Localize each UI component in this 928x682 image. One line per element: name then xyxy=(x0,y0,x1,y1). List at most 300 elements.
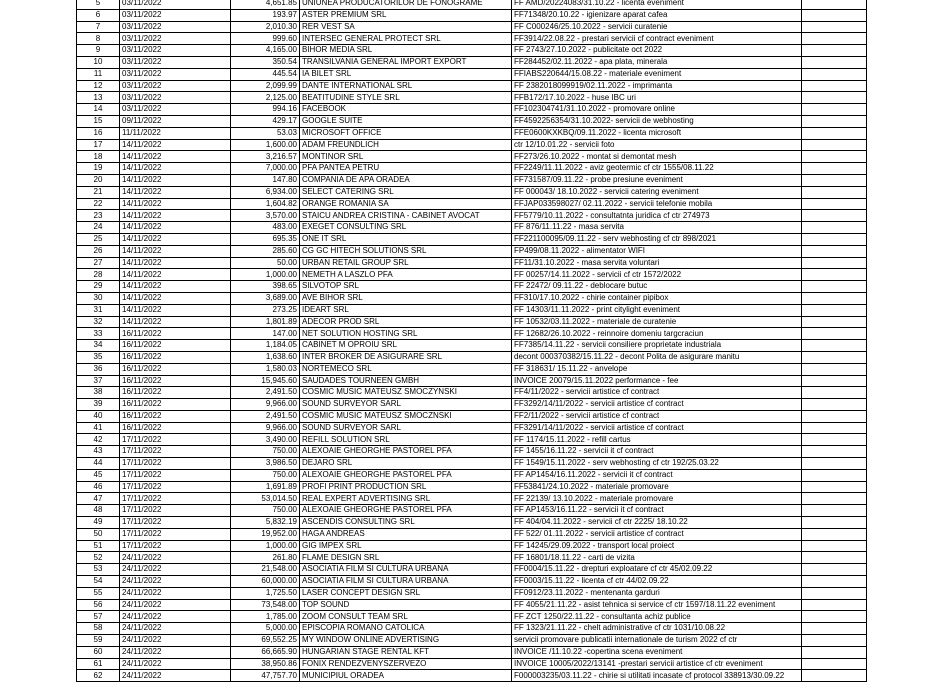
row-number-cell: 56 xyxy=(77,599,120,611)
amount-cell: 695.35 xyxy=(231,233,300,245)
table-row xyxy=(77,316,867,328)
document-description-cell: FFJAP033598027/ 02.11.2022 - servicii telefonie mobila xyxy=(512,198,802,210)
supplier-cell: BIHOR MEDIA SRL xyxy=(300,45,512,57)
empty-cell xyxy=(802,517,867,529)
amount-cell: 398.65 xyxy=(231,281,300,293)
table-row xyxy=(77,127,867,139)
amount-cell: 3,216.57 xyxy=(231,151,300,163)
date-cell: 14/11/2022 xyxy=(120,281,231,293)
amount-cell: 1,600.00 xyxy=(231,139,300,151)
row-number-cell: 59 xyxy=(77,635,120,647)
document-description-cell: FF 522/ 01.11.2022 - servicii artistice cf contract xyxy=(512,528,802,540)
date-cell: 03/11/2022 xyxy=(120,80,231,92)
row-number-cell: 50 xyxy=(77,528,120,540)
table-row xyxy=(77,623,867,635)
table-row xyxy=(77,9,867,21)
empty-cell xyxy=(802,9,867,21)
table-row xyxy=(77,446,867,458)
supplier-cell: ASOCIATIA FILM SI CULTURA URBANA xyxy=(300,564,512,576)
row-number-cell: 62 xyxy=(77,670,120,682)
supplier-cell: SILVOTOP SRL xyxy=(300,281,512,293)
empty-cell xyxy=(802,646,867,658)
empty-cell xyxy=(802,635,867,647)
amount-cell: 4,165.00 xyxy=(231,45,300,57)
table-row xyxy=(77,304,867,316)
date-cell: 16/11/2022 xyxy=(120,340,231,352)
row-number-cell: 12 xyxy=(77,80,120,92)
table-row xyxy=(77,552,867,564)
table-row xyxy=(77,163,867,175)
empty-cell xyxy=(802,469,867,481)
supplier-cell: MONTINOR SRL xyxy=(300,151,512,163)
table-row xyxy=(77,0,867,9)
row-number-cell: 35 xyxy=(77,351,120,363)
empty-cell xyxy=(802,68,867,80)
supplier-cell: GOOGLE SUITE xyxy=(300,115,512,127)
date-cell: 17/11/2022 xyxy=(120,434,231,446)
document-description-cell: FF2/11/2022 - servicii artistice cf contract xyxy=(512,410,802,422)
empty-cell xyxy=(802,304,867,316)
row-number-cell: 33 xyxy=(77,328,120,340)
amount-cell: 1,000.00 xyxy=(231,269,300,281)
date-cell: 24/11/2022 xyxy=(120,670,231,682)
amount-cell: 147.00 xyxy=(231,328,300,340)
row-number-cell: 10 xyxy=(77,56,120,68)
table-row xyxy=(77,151,867,163)
supplier-cell: INTERSEC GENERAL PROTECT SRL xyxy=(300,33,512,45)
supplier-cell: PFA PANTEA PETRU xyxy=(300,163,512,175)
row-number-cell: 44 xyxy=(77,458,120,470)
document-description-cell: ctr 12/10.01.22 - servicii foto xyxy=(512,139,802,151)
amount-cell: 750.00 xyxy=(231,505,300,517)
supplier-cell: REFILL SOLUTION SRL xyxy=(300,434,512,446)
table-row xyxy=(77,410,867,422)
supplier-cell: SOUND SURVEYOR SARL xyxy=(300,399,512,411)
date-cell: 16/11/2022 xyxy=(120,328,231,340)
row-number-cell: 25 xyxy=(77,233,120,245)
supplier-cell: CABINET M OPROIU SRL xyxy=(300,340,512,352)
empty-cell xyxy=(802,257,867,269)
empty-cell xyxy=(802,528,867,540)
document-description-cell: FF5779/10.11.2022 - consultatnta juridica cf ctr 274973 xyxy=(512,210,802,222)
document-description-cell: FF2249/11.11.2022 - aviz geotermic cf ctr 1555/08.11.22 xyxy=(512,163,802,175)
supplier-cell: HUNGARIAN STAGE RENTAL KFT xyxy=(300,646,512,658)
document-description-cell: FF 1455/16.11.22 - servicii it cf contract xyxy=(512,446,802,458)
amount-cell: 5,832.19 xyxy=(231,517,300,529)
table-row xyxy=(77,670,867,682)
row-number-cell: 31 xyxy=(77,304,120,316)
empty-cell xyxy=(802,186,867,198)
payments-table-body xyxy=(77,0,867,682)
supplier-cell: ALEXOAIE GHEORGHE PASTOREL PFA xyxy=(300,505,512,517)
supplier-cell: ASCENDIS CONSULTING SRL xyxy=(300,517,512,529)
supplier-cell: INTER BROKER DE ASIGURARE SRL xyxy=(300,351,512,363)
amount-cell: 5,000.00 xyxy=(231,623,300,635)
table-row xyxy=(77,269,867,281)
date-cell: 16/11/2022 xyxy=(120,363,231,375)
row-number-cell: 7 xyxy=(77,21,120,33)
document-description-cell: FFIABS220644/15.08.22 - materiale eveniment xyxy=(512,68,802,80)
amount-cell: 38,950.86 xyxy=(231,658,300,670)
amount-cell: 193.97 xyxy=(231,9,300,21)
empty-cell xyxy=(802,540,867,552)
supplier-cell: CG GC HITECH SOLUTIONS SRL xyxy=(300,245,512,257)
document-description-cell: FF 876/11.11.22 - masa servita xyxy=(512,222,802,234)
supplier-cell: NORTEMECO SRL xyxy=(300,363,512,375)
date-cell: 03/11/2022 xyxy=(120,0,231,9)
row-number-cell: 5 xyxy=(77,0,120,9)
empty-cell xyxy=(802,434,867,446)
document-description-cell: FF53841/24.10.2022 - materiale promovare xyxy=(512,481,802,493)
document-description-cell: FFE0600KXKBQ/09.11.2022 - licenta microsoft xyxy=(512,127,802,139)
row-number-cell: 46 xyxy=(77,481,120,493)
date-cell: 24/11/2022 xyxy=(120,635,231,647)
amount-cell: 3,689.00 xyxy=(231,292,300,304)
supplier-cell: RER VEST SA xyxy=(300,21,512,33)
amount-cell: 60,000.00 xyxy=(231,576,300,588)
supplier-cell: TOP SOUND xyxy=(300,599,512,611)
document-description-cell: FF C000246/25.10.2022 - servicii curatenie xyxy=(512,21,802,33)
empty-cell xyxy=(802,328,867,340)
empty-cell xyxy=(802,163,867,175)
empty-cell xyxy=(802,33,867,45)
empty-cell xyxy=(802,115,867,127)
empty-cell xyxy=(802,210,867,222)
date-cell: 24/11/2022 xyxy=(120,646,231,658)
supplier-cell: REAL EXPERT ADVERTISING SRL xyxy=(300,493,512,505)
amount-cell: 1,801.89 xyxy=(231,316,300,328)
document-description-cell: FF3292/14/11/2022 - servicii artistice cf contract xyxy=(512,399,802,411)
supplier-cell: LASER CONCEPT DESIGN SRL xyxy=(300,587,512,599)
amount-cell: 261.80 xyxy=(231,552,300,564)
empty-cell xyxy=(802,587,867,599)
date-cell: 24/11/2022 xyxy=(120,611,231,623)
empty-cell xyxy=(802,340,867,352)
row-number-cell: 26 xyxy=(77,245,120,257)
empty-cell xyxy=(802,45,867,57)
document-description-cell: FF 1174/15.11.2022 - refill cartus xyxy=(512,434,802,446)
table-row xyxy=(77,528,867,540)
empty-cell xyxy=(802,0,867,9)
row-number-cell: 57 xyxy=(77,611,120,623)
table-row xyxy=(77,564,867,576)
empty-cell xyxy=(802,104,867,116)
document-description-cell: FF 318631/ 15.11.22 - anvelope xyxy=(512,363,802,375)
amount-cell: 9,966.00 xyxy=(231,399,300,411)
date-cell: 14/11/2022 xyxy=(120,139,231,151)
date-cell: 17/11/2022 xyxy=(120,528,231,540)
table-row xyxy=(77,658,867,670)
supplier-cell: PROFI PRINT PRODUCTION SRL xyxy=(300,481,512,493)
empty-cell xyxy=(802,92,867,104)
amount-cell: 4,651.85 xyxy=(231,0,300,9)
row-number-cell: 47 xyxy=(77,493,120,505)
amount-cell: 73,548.00 xyxy=(231,599,300,611)
date-cell: 03/11/2022 xyxy=(120,92,231,104)
amount-cell: 445.54 xyxy=(231,68,300,80)
document-description-cell: FF AP1454/16.11.2022 - servicii it cf contract xyxy=(512,469,802,481)
row-number-cell: 16 xyxy=(77,127,120,139)
supplier-cell: ZOOM CONSULT TEAM SRL xyxy=(300,611,512,623)
row-number-cell: 24 xyxy=(77,222,120,234)
document-description-cell: FF0912/23.11.2022 - mentenanta garduri xyxy=(512,587,802,599)
date-cell: 17/11/2022 xyxy=(120,458,231,470)
table-row xyxy=(77,340,867,352)
supplier-cell: AVE BIHOR SRL xyxy=(300,292,512,304)
table-row xyxy=(77,233,867,245)
amount-cell: 273.25 xyxy=(231,304,300,316)
date-cell: 24/11/2022 xyxy=(120,587,231,599)
date-cell: 14/11/2022 xyxy=(120,269,231,281)
empty-cell xyxy=(802,658,867,670)
supplier-cell: NEMETH A LASZLO PFA xyxy=(300,269,512,281)
table-row xyxy=(77,505,867,517)
document-description-cell: FF7385/14.11.22 - servicii consiliere proprietate industriala xyxy=(512,340,802,352)
row-number-cell: 54 xyxy=(77,576,120,588)
empty-cell xyxy=(802,316,867,328)
row-number-cell: 28 xyxy=(77,269,120,281)
date-cell: 16/11/2022 xyxy=(120,375,231,387)
document-description-cell: FF3914/22.08.22 - prestari servicii cf contract eveniment xyxy=(512,33,802,45)
payments-table xyxy=(76,0,867,682)
supplier-cell: UNIUNEA PRODUCATORILOR DE FONOGRAME xyxy=(300,0,512,9)
date-cell: 24/11/2022 xyxy=(120,599,231,611)
amount-cell: 1,000.00 xyxy=(231,540,300,552)
date-cell: 09/11/2022 xyxy=(120,115,231,127)
row-number-cell: 38 xyxy=(77,387,120,399)
amount-cell: 3,490.00 xyxy=(231,434,300,446)
empty-cell xyxy=(802,375,867,387)
empty-cell xyxy=(802,670,867,682)
amount-cell: 53.03 xyxy=(231,127,300,139)
empty-cell xyxy=(802,80,867,92)
table-row xyxy=(77,292,867,304)
row-number-cell: 17 xyxy=(77,139,120,151)
amount-cell: 429.17 xyxy=(231,115,300,127)
document-description-cell: FF 16801/18.11.22 - carti de vizita xyxy=(512,552,802,564)
amount-cell: 2,010.30 xyxy=(231,21,300,33)
document-description-cell: FF221100095/09.11.22 - serv webhosting cf ctr 898/2021 xyxy=(512,233,802,245)
date-cell: 11/11/2022 xyxy=(120,127,231,139)
document-description-cell: FF ZCT 1250/22.11.22 - consultanta achiz publice xyxy=(512,611,802,623)
table-row xyxy=(77,434,867,446)
row-number-cell: 13 xyxy=(77,92,120,104)
document-description-cell: INVOICE 20079/15.11.2022 performance - fee xyxy=(512,375,802,387)
empty-cell xyxy=(802,576,867,588)
date-cell: 17/11/2022 xyxy=(120,540,231,552)
amount-cell: 750.00 xyxy=(231,469,300,481)
date-cell: 14/11/2022 xyxy=(120,257,231,269)
empty-cell xyxy=(802,422,867,434)
date-cell: 16/11/2022 xyxy=(120,410,231,422)
date-cell: 16/11/2022 xyxy=(120,387,231,399)
document-description-cell: FF284452/02.11.2022 - apa plata, minerala xyxy=(512,56,802,68)
amount-cell: 6,934.00 xyxy=(231,186,300,198)
date-cell: 03/11/2022 xyxy=(120,104,231,116)
table-row xyxy=(77,576,867,588)
supplier-cell: DEJARO SRL xyxy=(300,458,512,470)
supplier-cell: HAGA ANDREAS xyxy=(300,528,512,540)
table-row xyxy=(77,587,867,599)
document-description-cell: FF71348/20.10.22 - igienizare aparat cafea xyxy=(512,9,802,21)
table-row xyxy=(77,80,867,92)
document-description-cell: FF 000043/ 18.10.2022 - servicii catering eveniment xyxy=(512,186,802,198)
row-number-cell: 32 xyxy=(77,316,120,328)
amount-cell: 15,945.60 xyxy=(231,375,300,387)
row-number-cell: 8 xyxy=(77,33,120,45)
supplier-cell: ADECOR PROD SRL xyxy=(300,316,512,328)
supplier-cell: ONE IT SRL xyxy=(300,233,512,245)
table-row xyxy=(77,363,867,375)
empty-cell xyxy=(802,481,867,493)
empty-cell xyxy=(802,410,867,422)
table-row xyxy=(77,198,867,210)
amount-cell: 147.80 xyxy=(231,174,300,186)
empty-cell xyxy=(802,56,867,68)
amount-cell: 19,952.00 xyxy=(231,528,300,540)
table-row xyxy=(77,399,867,411)
empty-cell xyxy=(802,458,867,470)
table-row xyxy=(77,517,867,529)
empty-cell xyxy=(802,599,867,611)
date-cell: 24/11/2022 xyxy=(120,576,231,588)
supplier-cell: FACEBOOK xyxy=(300,104,512,116)
row-number-cell: 51 xyxy=(77,540,120,552)
empty-cell xyxy=(802,269,867,281)
amount-cell: 2,099.99 xyxy=(231,80,300,92)
row-number-cell: 48 xyxy=(77,505,120,517)
amount-cell: 1,580.03 xyxy=(231,363,300,375)
empty-cell xyxy=(802,281,867,293)
table-row xyxy=(77,635,867,647)
date-cell: 03/11/2022 xyxy=(120,68,231,80)
row-number-cell: 49 xyxy=(77,517,120,529)
row-number-cell: 60 xyxy=(77,646,120,658)
document-description-cell: FF4/11/2022 - servicii artistice cf contract xyxy=(512,387,802,399)
row-number-cell: 34 xyxy=(77,340,120,352)
supplier-cell: ALEXOAIE GHEORGHE PASTOREL PFA xyxy=(300,469,512,481)
amount-cell: 1,604.82 xyxy=(231,198,300,210)
row-number-cell: 11 xyxy=(77,68,120,80)
row-number-cell: 39 xyxy=(77,399,120,411)
document-description-cell: FF0004/15.11.22 - drepturi exploatare cf ctr 45/02.09.22 xyxy=(512,564,802,576)
amount-cell: 2,125.00 xyxy=(231,92,300,104)
amount-cell: 21,548.00 xyxy=(231,564,300,576)
row-number-cell: 61 xyxy=(77,658,120,670)
amount-cell: 483.00 xyxy=(231,222,300,234)
empty-cell xyxy=(802,151,867,163)
document-description-cell: FFB172/17.10.2022 - huse IBC uri xyxy=(512,92,802,104)
empty-cell xyxy=(802,623,867,635)
table-row xyxy=(77,245,867,257)
document-description-cell: FP499/08.11.2022 - alimentator WIFI xyxy=(512,245,802,257)
date-cell: 17/11/2022 xyxy=(120,446,231,458)
supplier-cell: FLAME DESIGN SRL xyxy=(300,552,512,564)
date-cell: 17/11/2022 xyxy=(120,481,231,493)
document-description-cell: FF0003/15.11.22 - licenta cf ctr 44/02.09.22 xyxy=(512,576,802,588)
table-row xyxy=(77,646,867,658)
row-number-cell: 23 xyxy=(77,210,120,222)
date-cell: 24/11/2022 xyxy=(120,552,231,564)
document-description-cell: FF3291/14/11/2022 - servicii artistice cf contract xyxy=(512,422,802,434)
date-cell: 14/11/2022 xyxy=(120,304,231,316)
supplier-cell: ORANGE ROMANIA SA xyxy=(300,198,512,210)
table-row xyxy=(77,481,867,493)
row-number-cell: 45 xyxy=(77,469,120,481)
table-row xyxy=(77,174,867,186)
row-number-cell: 36 xyxy=(77,363,120,375)
date-cell: 17/11/2022 xyxy=(120,493,231,505)
date-cell: 14/11/2022 xyxy=(120,222,231,234)
amount-cell: 1,725.50 xyxy=(231,587,300,599)
empty-cell xyxy=(802,446,867,458)
row-number-cell: 53 xyxy=(77,564,120,576)
supplier-cell: ASTER PREMIUM SRL xyxy=(300,9,512,21)
document-description-cell: FF 1323/21.11.22 - chelt administrative cf ctr 1031/10.08.22 xyxy=(512,623,802,635)
empty-cell xyxy=(802,505,867,517)
table-row xyxy=(77,351,867,363)
empty-cell xyxy=(802,198,867,210)
date-cell: 14/11/2022 xyxy=(120,174,231,186)
date-cell: 14/11/2022 xyxy=(120,316,231,328)
supplier-cell: COMPANIA DE APA ORADEA xyxy=(300,174,512,186)
empty-cell xyxy=(802,245,867,257)
empty-cell xyxy=(802,222,867,234)
table-row xyxy=(77,493,867,505)
empty-cell xyxy=(802,493,867,505)
table-row xyxy=(77,281,867,293)
amount-cell: 66,665.90 xyxy=(231,646,300,658)
row-number-cell: 55 xyxy=(77,587,120,599)
supplier-cell: STAICU ANDREA CRISTINA - CABINET AVOCAT xyxy=(300,210,512,222)
date-cell: 03/11/2022 xyxy=(120,56,231,68)
document-description-cell: FF 00257/14.11.2022 - servicii cf ctr 1572/2022 xyxy=(512,269,802,281)
row-number-cell: 6 xyxy=(77,9,120,21)
date-cell: 17/11/2022 xyxy=(120,469,231,481)
empty-cell xyxy=(802,351,867,363)
supplier-cell: IDEART SRL xyxy=(300,304,512,316)
amount-cell: 50.00 xyxy=(231,257,300,269)
document-description-cell: FF AMD/20224083/31.10.22 - licenta eveniment xyxy=(512,0,802,9)
empty-cell xyxy=(802,363,867,375)
document-description-cell: FF 2743/27.10.2022 - publicitate oct 2022 xyxy=(512,45,802,57)
document-description-cell: servicii promovare publicatii internationale de turism 2022 cf ctr xyxy=(512,635,802,647)
row-number-cell: 27 xyxy=(77,257,120,269)
amount-cell: 47,757.70 xyxy=(231,670,300,682)
empty-cell xyxy=(802,611,867,623)
supplier-cell: SAUDADES TOURNEEN GMBH xyxy=(300,375,512,387)
table-row xyxy=(77,387,867,399)
empty-cell xyxy=(802,127,867,139)
supplier-cell: GIG IMPEX SRL xyxy=(300,540,512,552)
document-description-cell: FF 404/04.11.2022 - servicii cf ctr 2225/ 18.10.22 xyxy=(512,517,802,529)
table-row xyxy=(77,33,867,45)
table-row xyxy=(77,115,867,127)
table-row xyxy=(77,375,867,387)
document-description-cell: FF 22472/ 09.11.22 - deblocare butuc xyxy=(512,281,802,293)
document-description-cell: FF AP1453/16.11.22 - servicii it cf contract xyxy=(512,505,802,517)
table-row xyxy=(77,68,867,80)
row-number-cell: 41 xyxy=(77,422,120,434)
document-description-cell: FF4592256354/31.10.2022- servicii de webhosting xyxy=(512,115,802,127)
table-row xyxy=(77,469,867,481)
table-row xyxy=(77,422,867,434)
date-cell: 03/11/2022 xyxy=(120,21,231,33)
supplier-cell: MUNICIPIUL ORADEA xyxy=(300,670,512,682)
supplier-cell: EXEGET CONSULTING SRL xyxy=(300,222,512,234)
date-cell: 17/11/2022 xyxy=(120,505,231,517)
row-number-cell: 40 xyxy=(77,410,120,422)
